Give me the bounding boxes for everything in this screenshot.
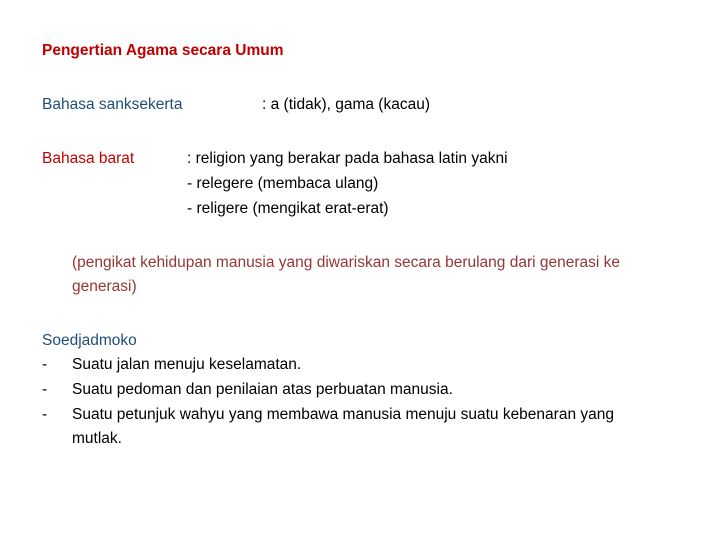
note-line-1: (pengikat kehidupan manusia yang diwariskan secara berulang dari generasi ke — [72, 254, 621, 271]
list-bullet: - — [42, 406, 48, 423]
page-title: Pengertian Agama secara Umum — [42, 42, 284, 59]
list-item: Suatu pedoman dan penilaian atas perbuatan manusia. — [72, 381, 453, 398]
barat-line-3: - religere (mengikat erat-erat) — [187, 200, 389, 217]
list-bullet: - — [42, 381, 48, 398]
list-bullet: - — [42, 356, 48, 373]
list-item: Suatu jalan menuju keselamatan. — [72, 356, 302, 373]
sanskrit-value: : a (tidak), gama (kacau) — [262, 96, 430, 113]
note-line-2: generasi) — [72, 278, 137, 295]
list-item: Suatu petunjuk wahyu yang membawa manusia menuju suatu kebenaran yang — [72, 406, 614, 423]
barat-line-2: - relegere (membaca ulang) — [187, 175, 379, 192]
barat-label: Bahasa barat — [42, 150, 135, 167]
soedjadmoko-heading: Soedjadmoko — [42, 332, 137, 349]
barat-line-1: : religion yang berakar pada bahasa latin yakni — [187, 150, 508, 167]
list-item-continuation: mutlak. — [72, 430, 122, 447]
sanskrit-label: Bahasa sanksekerta — [42, 96, 183, 113]
